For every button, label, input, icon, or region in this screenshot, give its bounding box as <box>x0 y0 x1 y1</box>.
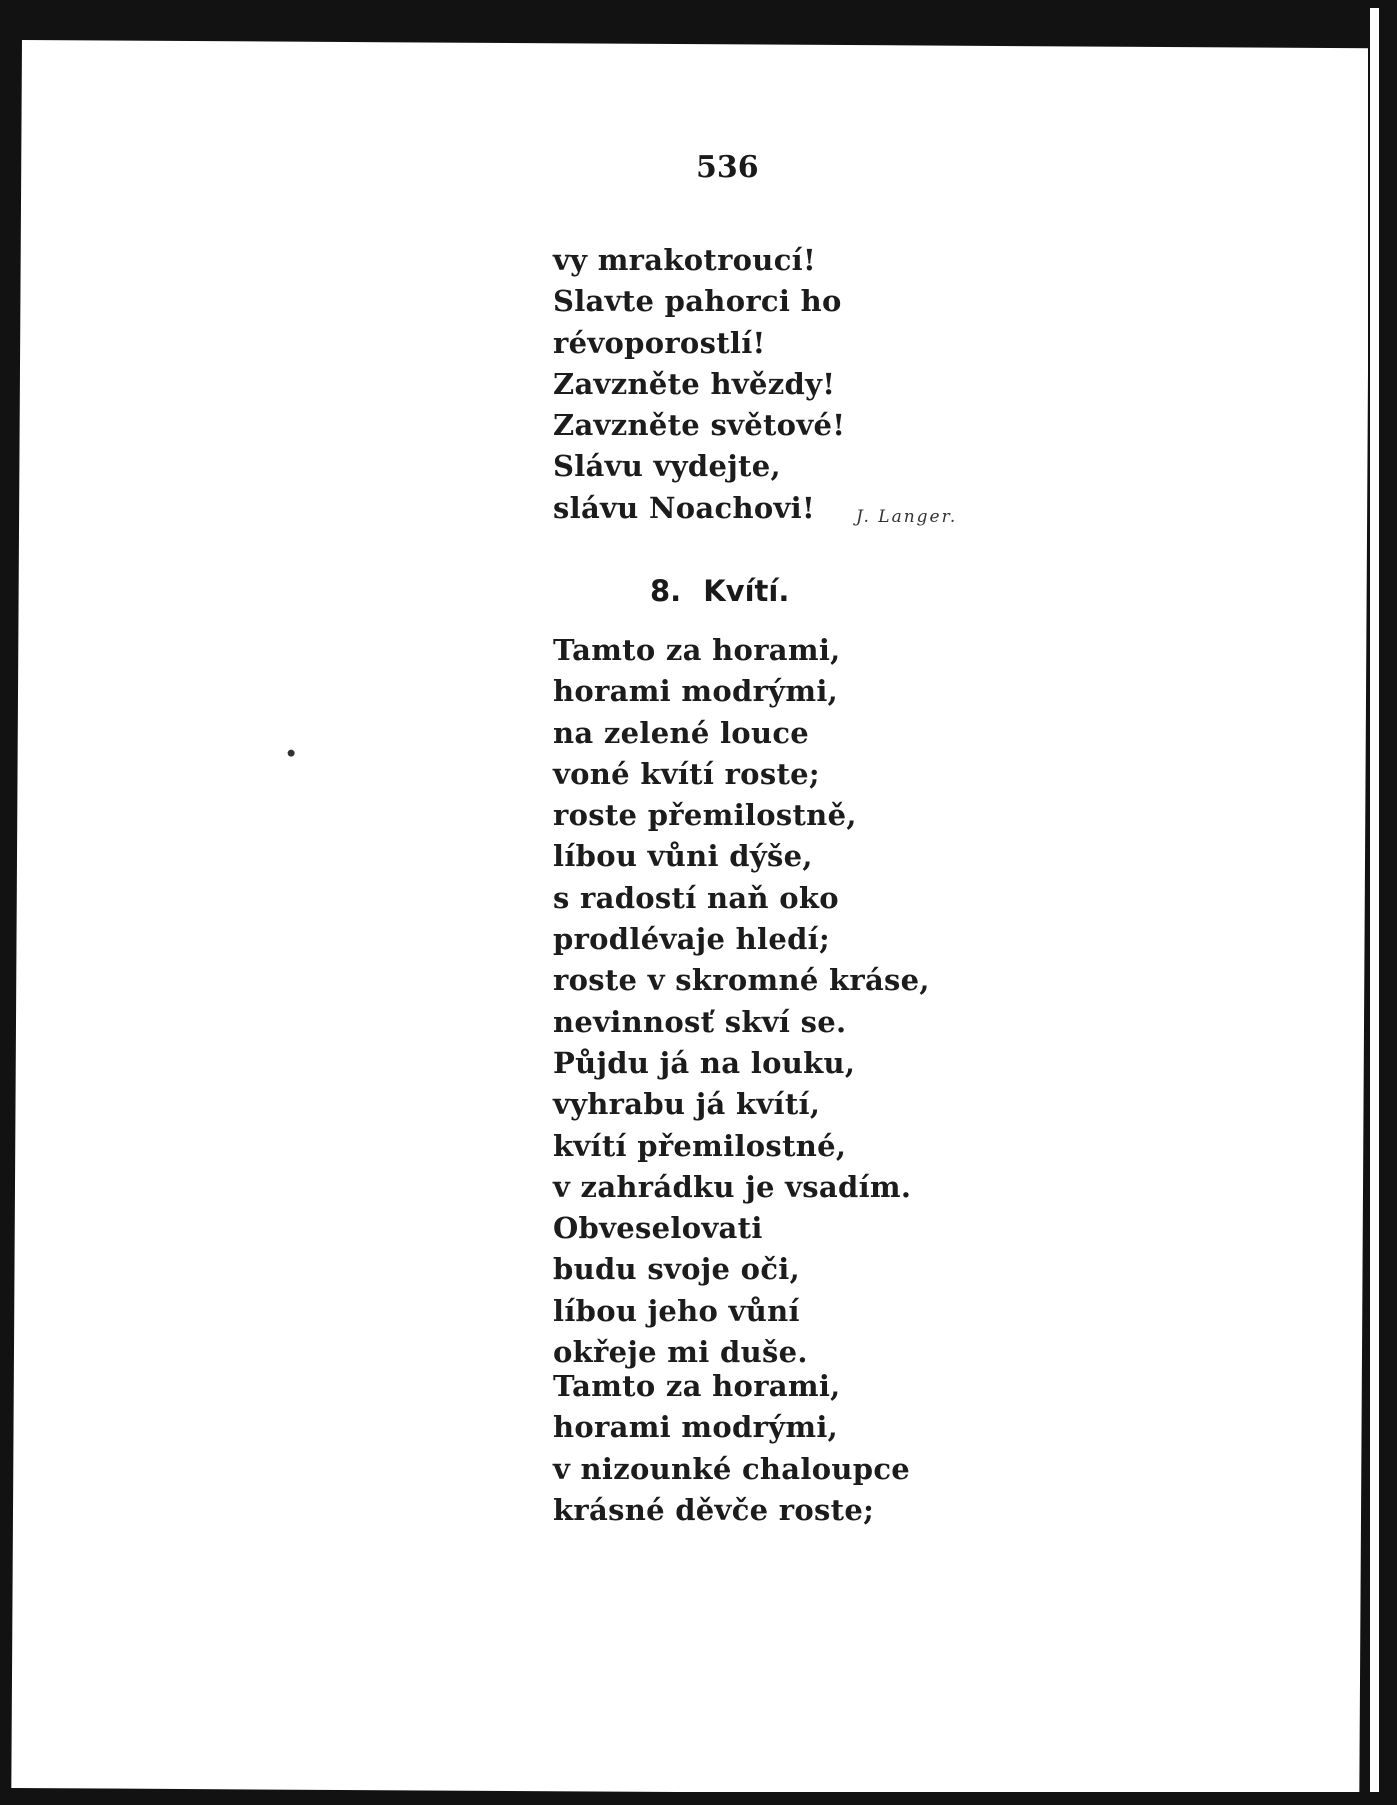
verse-line: Tamto za horami, <box>553 633 841 667</box>
verse-line: Slávu vydejte, <box>553 449 781 484</box>
verse-line: horami modrými, <box>553 1410 839 1445</box>
ink-speck <box>288 750 295 757</box>
verse-line: s radostí naň oko <box>553 880 839 915</box>
scan-bottom-border <box>0 1792 1397 1805</box>
author-attribution: J. Langer. <box>856 507 958 527</box>
verse-line: voné kvítí roste; <box>553 756 820 791</box>
next-page-edge <box>1370 8 1379 1805</box>
poem-number: 8. <box>650 574 682 608</box>
verse-line: roste přemilostně, <box>553 798 857 833</box>
verse-line: Půjdu já na louku, <box>553 1045 856 1080</box>
verse-line: roste v skromné kráse, <box>553 963 930 998</box>
verse-line: v zahrádku je vsadím. <box>553 1169 912 1204</box>
verse-line: na zelené louce <box>553 715 810 750</box>
verse-line: v nizounké chaloupce <box>553 1451 911 1486</box>
verse-line: Zavzněte hvězdy! <box>553 366 836 401</box>
verse-line: Obveselovati <box>553 1211 763 1246</box>
verse-line: okřeje mi duše. <box>553 1335 808 1370</box>
verse-line: vyhrabu já kvítí, <box>553 1087 821 1122</box>
poem-heading <box>650 574 789 608</box>
verse-line: budu svoje oči, <box>553 1252 800 1287</box>
verse-line: Zavzněte světové! <box>553 408 846 443</box>
verse-line: slávu Noachovi! <box>553 490 815 525</box>
verse-line: líbou jeho vůní <box>553 1293 800 1328</box>
poem-title: Kvítí. <box>703 574 790 608</box>
page-number: 536 <box>696 150 759 185</box>
verse-line: horami modrými, <box>553 674 839 709</box>
previous-poem-ending <box>553 240 845 529</box>
verse-line: révoporostlí! <box>553 325 766 360</box>
verse-line: vy mrakotroucí! <box>553 243 816 277</box>
verse-line: nevinnosť skví se. <box>553 1004 847 1039</box>
verse-line: Tamto za horami, <box>553 1369 841 1403</box>
verse-line: Slavte pahorci ho <box>553 284 842 319</box>
verse-line: prodlévaje hledí; <box>553 922 830 957</box>
verse-line: líbou vůni dýše, <box>553 839 813 874</box>
verse-line: kvítí přemilostné, <box>553 1128 847 1163</box>
poem-stanza-2 <box>553 1366 910 1531</box>
poem-stanza-1 <box>553 630 930 1373</box>
verse-line: krásné děvče roste; <box>553 1492 875 1527</box>
